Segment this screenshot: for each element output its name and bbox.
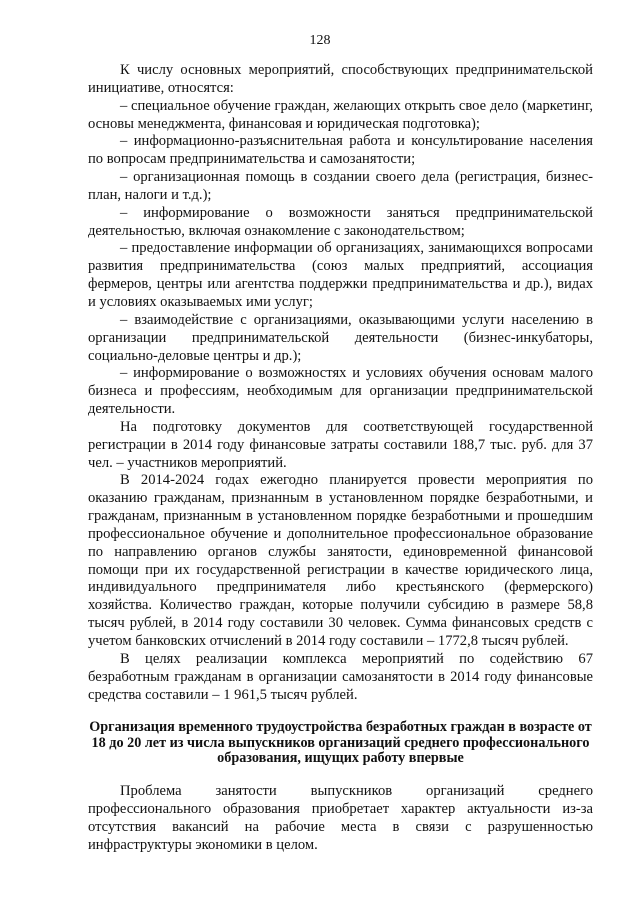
- page-number: 128: [309, 33, 331, 48]
- section-heading: Организация временного трудоустройства безработных граждан в возрасте от 18 до 20 лет из числа выпускников организаций среднего профессионального образования, ищущих работу впервые: [89, 719, 592, 766]
- paragraph-list-item: – организационная помощь в создании своего дела (регистрация, бизнес-план, налоги и т.д.);: [88, 169, 593, 203]
- paragraph-list-item: – специальное обучение граждан, желающих открыть свое дело (маркетинг, основы менеджмента, финансовая и юридическая подготовка);: [88, 97, 593, 132]
- paragraph-list-item: – информирование о возможности заняться предпринимательской деятельностью, включая ознакомление с законодательством;: [88, 204, 593, 239]
- paragraph-problem: Проблема занятости выпускников организаций среднего профессионального образования приобретает характер актуальности из-за отсутствия вакансий на рабочие места в связи с разрушенностью инфраструктуры экономики в целом.: [88, 782, 593, 853]
- paragraph-self-employment: В целях реализации комплекса мероприятий по содействию 67 безработным гражданам в организации самозанятости в 2014 году финансовые средства составили – 1 961,5 тысяч рублей.: [88, 650, 593, 703]
- paragraph-registration-costs: На подготовку документов для соответствующей государственной регистрации в 2014 году финансовые затраты составили 188,7 тыс. руб. для 37 чел. – участников мероприятий.: [88, 418, 593, 471]
- document-body: [88, 62, 593, 854]
- paragraph-intro: К числу основных мероприятий, способствующих предпринимательской инициативе, относятся:: [88, 62, 593, 96]
- paragraph-list-item: – взаимодействие с организациями, оказывающими услуги населению в организации предпринимательской деятельности (бизнес-инкубаторы, социально-деловые центры и др.);: [88, 311, 593, 364]
- paragraph-list-item: – информационно-разъяснительная работа и консультирование населения по вопросам предпринимательства и самозанятости;: [88, 133, 593, 168]
- paragraph-list-item: – предоставление информации об организациях, занимающихся вопросами развития предпринимательства (союз малых предприятий, ассоциация фермеров, центры или агентства поддержки предпринимательства и др.), видах и условиях оказываемых ими услуг;: [88, 240, 593, 310]
- paragraph-financial-aid: В 2014-2024 годах ежегодно планируется провести мероприятия по оказанию гражданам, признанным в установленном порядке безработными, и гражданам, признанным в установленном порядке безработными и прошедшим профессиональное обучение и дополнительное профессиональное образование по направлению органов службы занятости, единовременной финансовой помощи при их государственной регистрации в качестве юридического лица, индивидуального предпринимателя либо крестьянского (фермерского) хозяйства. Количество граждан, которые получили субсидию в размере 58,8 тысяч рублей, в 2014 году составили 30 человек. Сумма финансовых средств с учетом банковских отчислений в 2014 году составили – 1772,8 тысяч рублей.: [88, 472, 593, 649]
- paragraph-list-item: – информирование о возможностях и условиях обучения основам малого бизнеса и профессиям, необходимым для организации предпринимательской деятельности.: [88, 365, 593, 418]
